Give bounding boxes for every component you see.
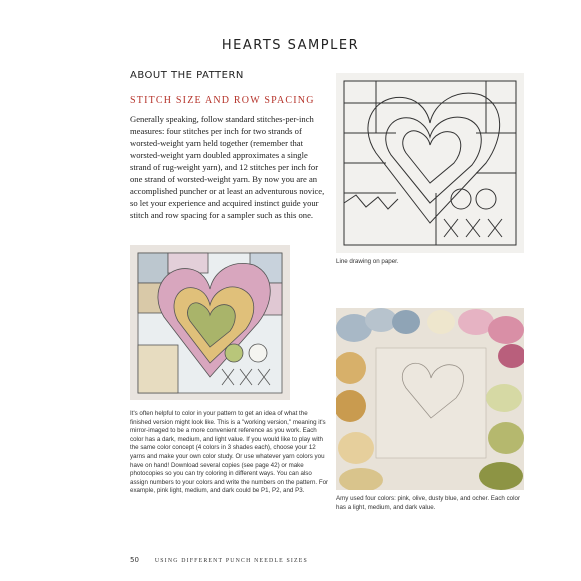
colored-pattern-image: [130, 245, 328, 400]
coloring-paragraph: It's often helpful to color in your pattern to get an idea of what the finished version might look like. This is a "working version," meaning it's mirror-imaged to be a more convenient reference as you work. Each color has a dark, medium, and light value. If you would like to play with the same color concept (4 colors in 3 shades each), choose your 12 yarns and make your own color study. Or use whatever yarn colors you have on hand! Download several copies (see page 42) or make photocopies so you can try coloring in different ways. You can also assign numbers to your colors and write the numbers on the pattern. For example, pink light, medium, and dark could be P1, P2, and P3.: [130, 410, 329, 495]
yarn-photo: [336, 308, 524, 490]
yarn-caption: Amy used four colors: pink, olive, dusty blue, and ocher. Each color has a light, medium, and dark value.: [336, 495, 521, 511]
subsection-title: STITCH SIZE AND ROW SPACING: [130, 95, 315, 106]
footer-running-text: USING DIFFERENT PUNCH NEEDLE SIZES: [154, 558, 308, 564]
section-title: ABOUT THE PATTERN: [130, 70, 244, 81]
page-footer: [130, 556, 308, 564]
page-number: 50: [130, 556, 139, 564]
line-drawing-caption: Line drawing on paper.: [336, 258, 399, 265]
body-paragraph: Generally speaking, follow standard stitches-per-inch measures: four stitches per inch for two strands of worsted-weight yarn held together (remember that worsted-weight yarn doubled approximates a single strand of rug-weight yarn), and 12 stitches per inch for one strand of worsted-weight yarn. By now you are an accomplished puncher or at least an adventurous novice, so let your experience and acquired instinct guide your stitch and row spacing for a sampler such as this one.: [130, 114, 325, 220]
line-drawing-image: [336, 73, 524, 253]
running-title: HEARTS SAMPLER: [221, 38, 360, 53]
